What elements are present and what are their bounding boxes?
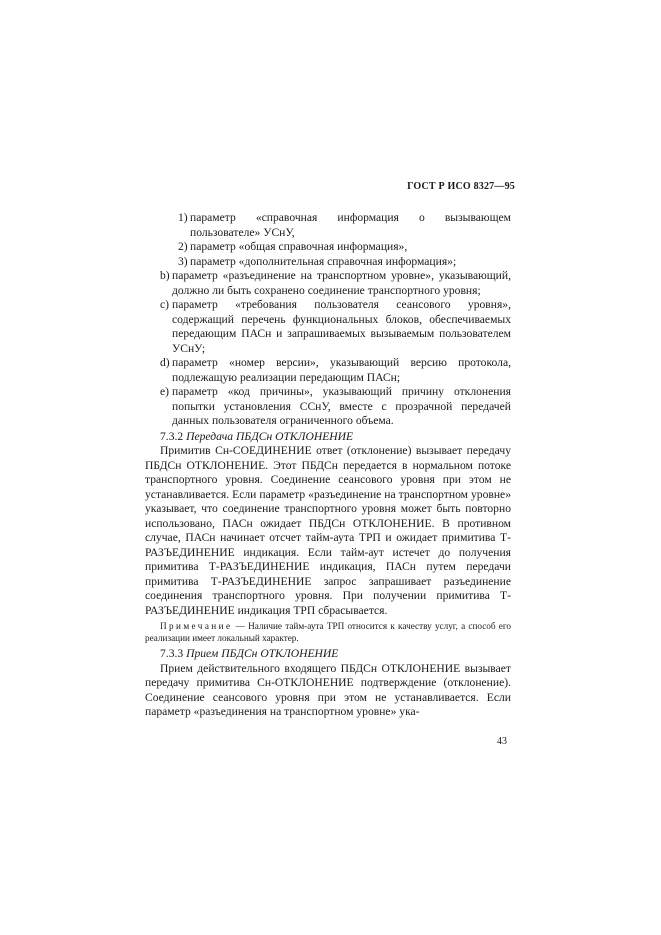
paragraph-7-3-2: Примитив Сн-СОЕДИНЕНИЕ ответ (отклонение) вызывает передачу ПБДСн ОТКЛОНЕНИЕ. Этот ПБДСн передается в нормальном потоке транспортного уровня. Соединение сеансового уровня при этом не устанавливается. Если параметр «разъединение на транспортном уровне» указывает, что соединение транспортного уровня может быть повторно использовано, ПАСн ожидает ПБДСн ОТКЛОНЕНИЕ. В противном случае, ПАСн начинает отсчет тайм-аута ТРП и ожидает примитива Т-РАЗЪЕДИНЕНИЕ индикация. Если тайм-аут истечет до получения примитива Т-РАЗЪЕДИНЕНИЕ индикация, ПАСн путем передачи примитива Т-РАЗЪЕДИНЕНИЕ запрос запрашивает разъединение соединения транспортного уровня. При получении примитива Т-РАЗЪЕДИНЕНИЕ индикация ТРП сбрасывается. [145,444,511,617]
body-text [145,211,511,720]
list-item [145,356,511,385]
list-text: параметр «справочная информация о вызывающем пользователе» УСнУ, [190,211,511,239]
page-number: 43 [497,736,507,747]
list-text: параметр «разъединение на транспортном уровне», указывающий, должно ли быть сохранено соединение транспортного уровня; [172,269,511,297]
section-heading-7-3-3 [145,647,511,662]
list-item [145,255,511,270]
list-marker: e) [160,385,170,398]
list-item [145,298,511,356]
section-number: 7.3.3 [160,647,184,660]
standard-header: ГОСТ Р ИСО 8327—95 [407,181,515,192]
paragraph-7-3-3: Прием действительного входящего ПБДСн ОТКЛОНЕНИЕ вызывает передачу примитива Сн-ОТКЛОНЕНИЕ подтверждение (отклонение). Соединение сеансового уровня при этом не устанавливается. Если параметр «разъединения на транспортном уровне» ука- [145,661,511,718]
list-item [145,385,511,429]
section-title: Прием ПБДСн ОТКЛОНЕНИЕ [186,647,339,660]
list-marker: 1) [178,211,188,224]
section-number: 7.3.2 [160,429,184,443]
list-item [145,240,511,255]
list-marker: 2) [178,240,188,253]
note-text: — Наличие тайм-аута ТРП относится к качеству услуг, а способ его реализации имеет локальный характер. [145,621,511,643]
list-text: параметр «дополнительная справочная информация»; [190,254,457,268]
note-label: Примечание [160,621,233,631]
section-title: Передача ПБДСн ОТКЛОНЕНИЕ [186,429,354,443]
list-text: параметр «требования пользователя сеансового уровня», содержащий перечень функциональных блоков, обеспечиваемых передающим ПАСн и запрашиваемых вызываемым пользователем УСнУ; [172,298,511,355]
list-item [145,211,511,240]
list-marker: 3) [178,254,188,268]
list-marker: b) [160,269,170,282]
section-heading-7-3-2 [145,430,511,445]
list-text: параметр «общая справочная информация», [190,240,408,253]
list-item [145,269,511,298]
note [145,621,511,644]
list-marker: d) [160,356,170,369]
list-marker: c) [160,298,170,311]
list-text: параметр «номер версии», указывающий версию протокола, подлежащую реализации передающим ПАСн; [172,356,511,384]
list-text: параметр «код причины», указывающий причину отклонения попытки установления ССнУ, вместе с прозрачной передачей данных пользователя ограниченного объема. [172,385,511,427]
